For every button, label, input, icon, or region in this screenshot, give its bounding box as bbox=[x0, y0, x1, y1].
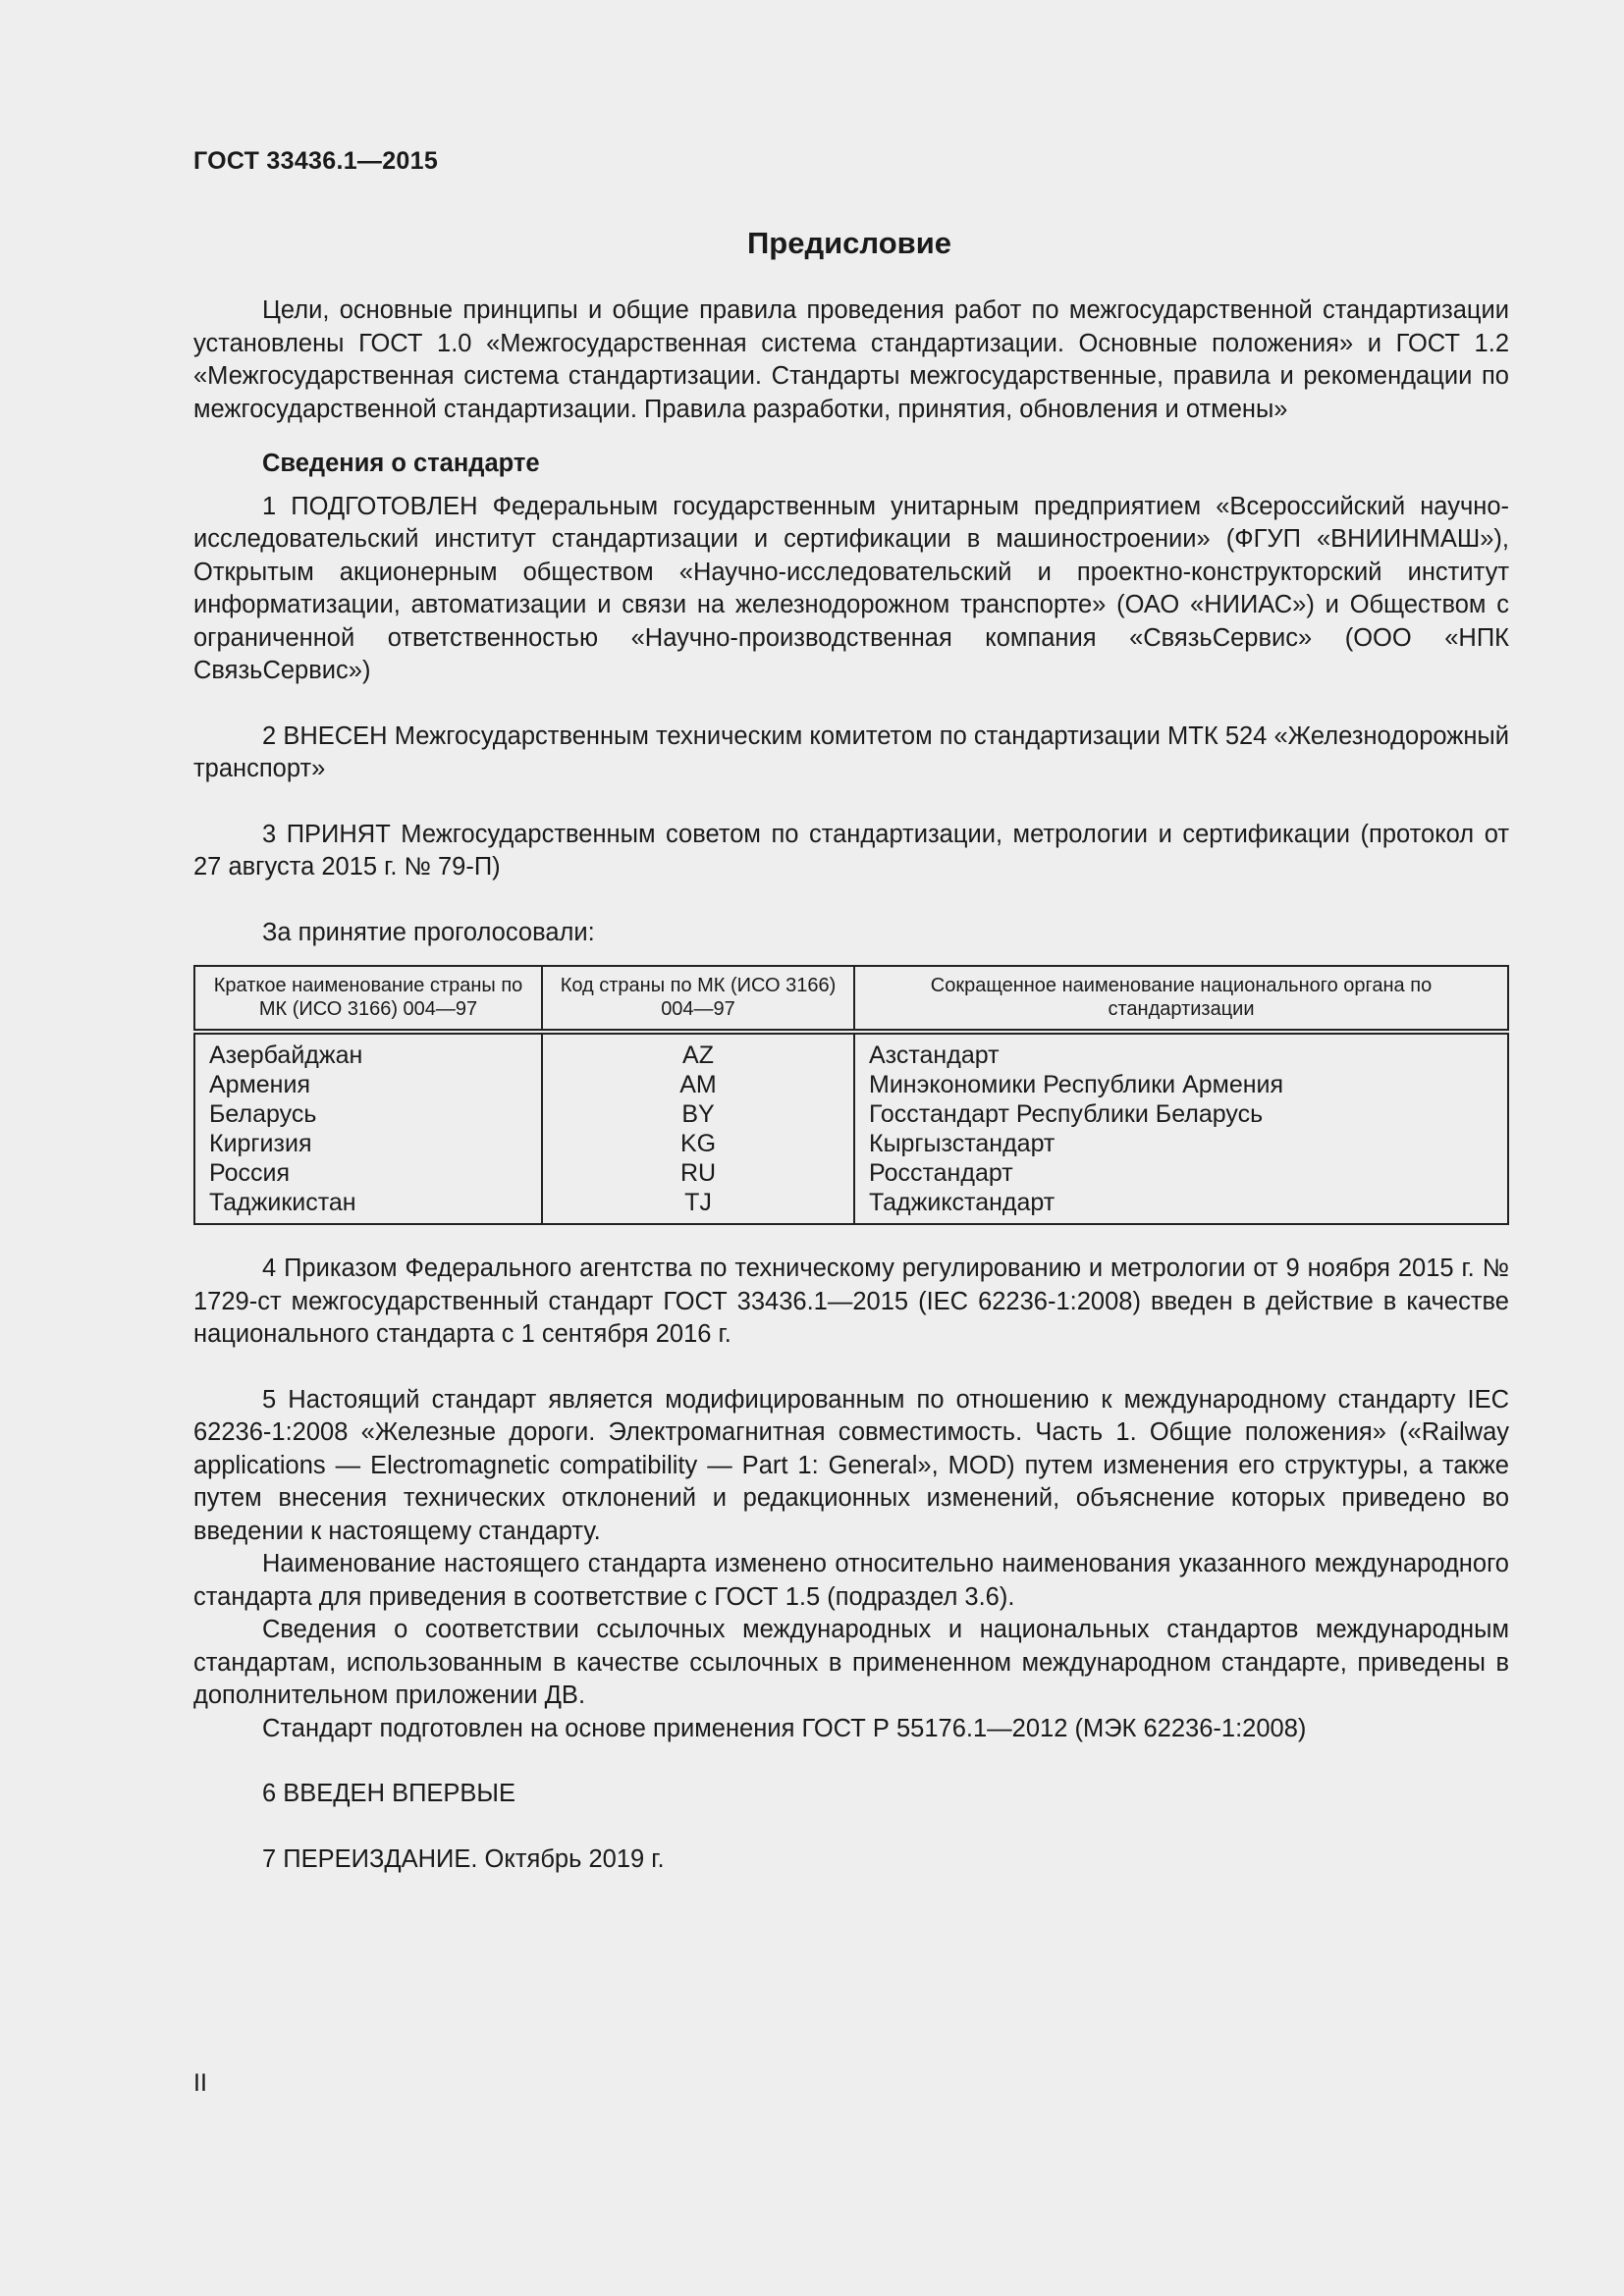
body-cell: Таджикстандарт bbox=[854, 1188, 1508, 1224]
votes-label: За принятие проголосовали: bbox=[262, 918, 595, 946]
table-row bbox=[194, 1158, 1508, 1188]
item-2-paragraph: 2 ВНЕСЕН Межгосударственным техническим комитетом по стандартизации МТК 524 «Железнодорожный транспорт» bbox=[193, 721, 1509, 782]
country-cell: Армения bbox=[194, 1070, 542, 1099]
item-5-basis-note: Стандарт подготовлен на основе применения ГОСТ Р 55176.1—2012 (МЭК 62236-1:2008) bbox=[262, 1714, 1307, 1742]
code-cell: RU bbox=[542, 1158, 854, 1188]
table-header-row bbox=[194, 966, 1508, 1032]
table-row bbox=[194, 1129, 1508, 1158]
item-3-paragraph: 3 ПРИНЯТ Межгосударственным советом по стандартизации, метрологии и сертификации (протокол от 27 августа 2015 г. № 79-П) bbox=[193, 820, 1509, 881]
code-cell: AM bbox=[542, 1070, 854, 1099]
column-header-body: Сокращенное наименование национального органа по стандартизации bbox=[854, 966, 1508, 1032]
code-cell: AZ bbox=[542, 1032, 854, 1070]
table-row bbox=[194, 1032, 1508, 1070]
item-7-paragraph: 7 ПЕРЕИЗДАНИЕ. Октябрь 2019 г. bbox=[262, 1844, 665, 1873]
about-standard-heading: Сведения о стандарте bbox=[262, 450, 540, 477]
intro-paragraph: Цели, основные принципы и общие правила проведения работ по межгосударственной стандартизации установлены ГОСТ 1.0 «Межгосударственная система стандартизации. Основные положения» и ГОСТ 1.2 «Межгосударственная система стандартизации. Стандарты межгосударственные, правила и рекомендации по межгосударственной стандартизации. Правила разработки, принятия, обновления и отмены» bbox=[193, 296, 1509, 423]
body-cell: Госстандарт Республики Беларусь bbox=[854, 1099, 1508, 1129]
country-cell: Россия bbox=[194, 1158, 542, 1188]
country-cell: Беларусь bbox=[194, 1099, 542, 1129]
country-cell: Киргизия bbox=[194, 1129, 542, 1158]
page-number: II bbox=[193, 2069, 207, 2097]
code-cell: TJ bbox=[542, 1188, 854, 1224]
body-cell: Кыргызстандарт bbox=[854, 1129, 1508, 1158]
column-header-code: Код страны по МК (ИСО 3166) 004—97 bbox=[542, 966, 854, 1032]
table-row bbox=[194, 1188, 1508, 1224]
code-cell: KG bbox=[542, 1129, 854, 1158]
code-cell: BY bbox=[542, 1099, 854, 1129]
country-cell: Азербайджан bbox=[194, 1032, 542, 1070]
voting-countries-table bbox=[193, 965, 1509, 1225]
column-header-country: Краткое наименование страны по МК (ИСО 3166) 004—97 bbox=[194, 966, 542, 1032]
table-row bbox=[194, 1099, 1508, 1129]
item-6-paragraph: 6 ВВЕДЕН ВПЕРВЫЕ bbox=[262, 1780, 516, 1807]
item-5-references-note: Сведения о соответствии ссылочных международных и национальных стандартов международным стандартам, использованным в качестве ссылочных в примененном международном стандарте, приведены в дополнительном приложении ДВ. bbox=[193, 1616, 1509, 1709]
document-id-header: ГОСТ 33436.1—2015 bbox=[193, 147, 439, 175]
item-5-name-note: Наименование настоящего стандарта изменено относительно наименования указанного международного стандарта для приведения в соответствие с ГОСТ 1.5 (подраздел 3.6). bbox=[193, 1550, 1509, 1611]
body-cell: Росстандарт bbox=[854, 1158, 1508, 1188]
foreword-body bbox=[193, 294, 1509, 1876]
table-row bbox=[194, 1070, 1508, 1099]
body-cell: Минэкономики Республики Армения bbox=[854, 1070, 1508, 1099]
item-1-paragraph: 1 ПОДГОТОВЛЕН Федеральным государственным унитарным предприятием «Всероссийский научно-исследовательский институт стандартизации и сертификации в машиностроении» (ФГУП «ВНИИНМАШ»), Открытым акционерным обществом «Научно-исследовательский и проектно-конструкторский институт информатизации, автоматизации и связи на железнодорожном транспорте» (ОАО «НИИАС») и Обществом с ограниченной ответственностью «Научно-производственная компания «СвязьСервис» (ООО «НПК СвязьСервис») bbox=[193, 492, 1509, 684]
country-cell: Таджикистан bbox=[194, 1188, 542, 1224]
item-5-paragraph: 5 Настоящий стандарт является модифицированным по отношению к международному стандарту IEC 62236-1:2008 «Железные дороги. Электромагнитная совместимость. Часть 1. Общие положения» («Railway applications — Electromagnetic compatibility — Part 1: General», MOD) путем изменения его структуры, а также путем внесения технических отклонений и редакционных изменений, объяснение которых приведено во введении к настоящему стандарту. bbox=[193, 1385, 1509, 1545]
item-4-paragraph: 4 Приказом Федерального агентства по техническому регулированию и метрологии от 9 ноября 2015 г. № 1729-ст межгосударственный стандарт ГОСТ 33436.1—2015 (IEC 62236-1:2008) введен в действие в качестве национального стандарта с 1 сентября 2016 г. bbox=[193, 1255, 1509, 1348]
body-cell: Азстандарт bbox=[854, 1032, 1508, 1070]
page-title: Предисловие bbox=[746, 226, 951, 260]
